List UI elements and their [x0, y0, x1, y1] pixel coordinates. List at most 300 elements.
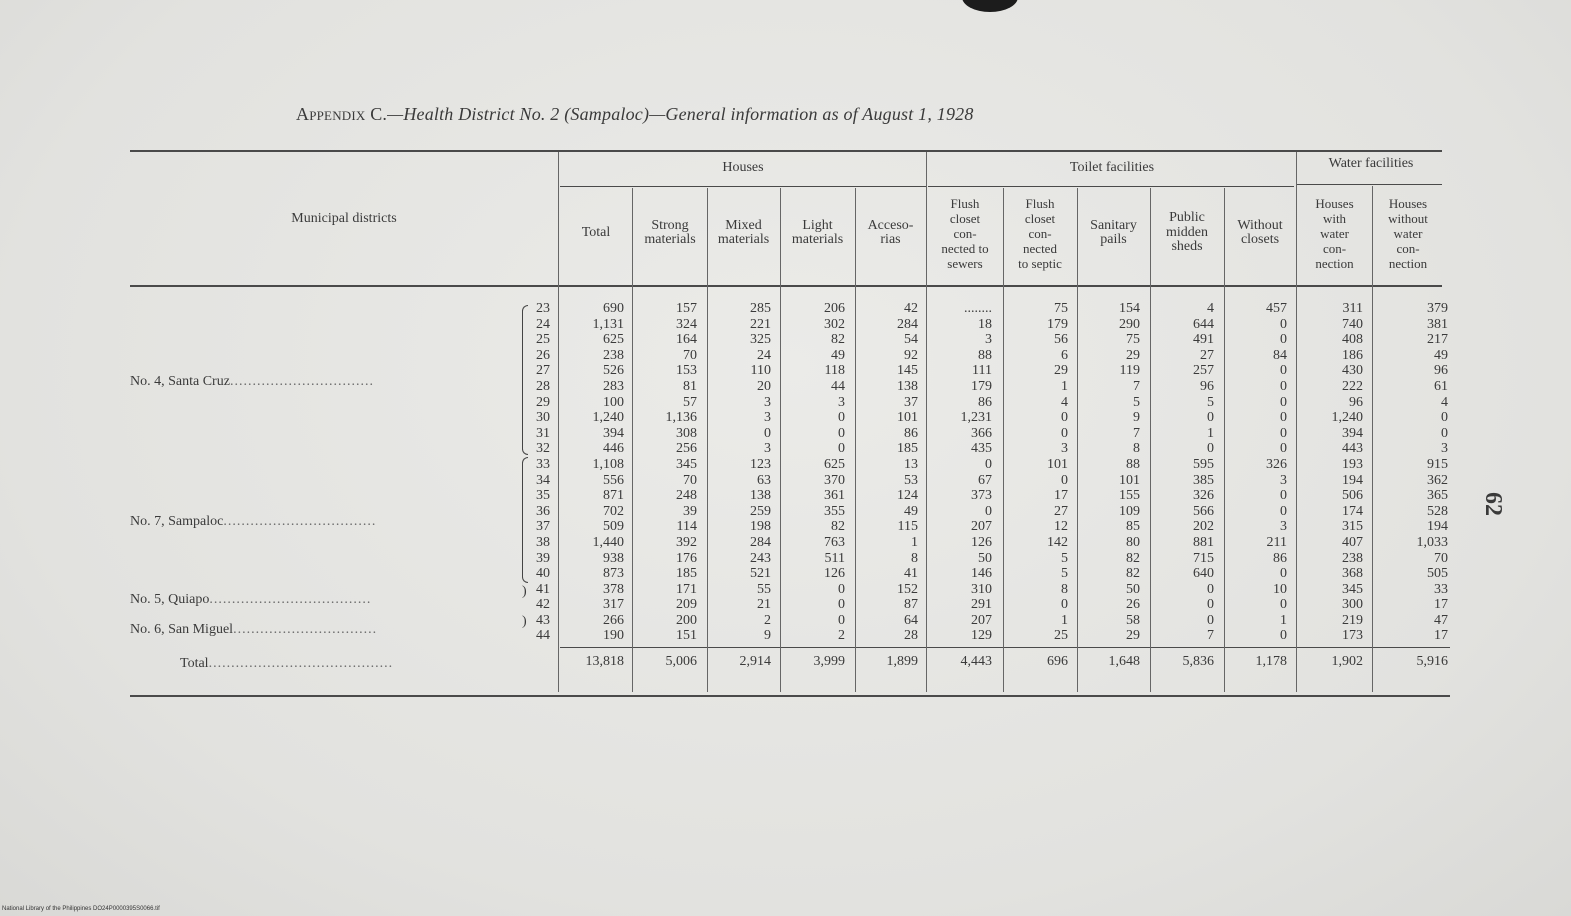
table-cell: 53: [904, 472, 918, 488]
table-cell: 96: [1434, 363, 1448, 379]
table-cell: 119: [1119, 363, 1140, 379]
table-bottom-rule: [130, 695, 1450, 697]
sub-district-number: 36: [536, 503, 550, 519]
table-cell: 29: [1126, 628, 1140, 644]
sub-district-number: 37: [536, 519, 550, 535]
table-cell: 1,240: [592, 410, 624, 426]
table-cell: 311: [1342, 301, 1363, 316]
table-cell: 0: [1061, 410, 1068, 426]
table-cell: 0: [838, 581, 845, 597]
table-cell: 2: [764, 612, 771, 628]
title-rest: —Health District No. 2 (Sampaloc)—General information as of August 1, 1928: [387, 104, 974, 124]
table-cell: 345: [1342, 581, 1363, 597]
table-cell: 145: [897, 363, 918, 379]
table-cell: 7: [1133, 378, 1140, 394]
table-cell: 126: [824, 566, 845, 582]
table-cell: 82: [1126, 550, 1140, 566]
table-cell: 82: [831, 519, 845, 535]
table-cell: 0: [838, 441, 845, 457]
total-cell: 13,818: [585, 654, 624, 669]
table-cell: 881: [1193, 534, 1214, 550]
table-cell: 75: [1126, 332, 1140, 348]
table-cell: 70: [683, 347, 697, 363]
table-cell: 556: [603, 472, 624, 488]
table-cell: 284: [897, 316, 918, 332]
table-cell: 238: [603, 347, 624, 363]
table-cell: 49: [1434, 347, 1448, 363]
table-cell: 70: [1434, 550, 1448, 566]
table-cell: 70: [683, 472, 697, 488]
table-cell: 310: [971, 581, 992, 597]
table-cell: 8: [1061, 581, 1068, 597]
table-cell: 0: [1280, 628, 1287, 644]
table-cell: 0: [985, 456, 992, 472]
table-cell: 0: [1441, 410, 1448, 426]
table-cell: 129: [971, 628, 992, 644]
table-cell: 4: [1061, 394, 1068, 410]
total-cell: 3,999: [813, 654, 845, 669]
table-cell: 528: [1427, 503, 1448, 519]
sub-district-number: 34: [536, 472, 550, 488]
table-cell: 256: [676, 441, 697, 457]
ink-blot: [962, 0, 1018, 12]
table-cell: 86: [1273, 550, 1287, 566]
table-cell: 408: [1342, 332, 1363, 348]
sub-district-number: 23: [536, 301, 550, 316]
table-cell: 0: [1280, 597, 1287, 613]
sub-district-number: 27: [536, 363, 550, 379]
table-cell: 0: [838, 425, 845, 441]
table-cell: 8: [1133, 441, 1140, 457]
table-cell: 61: [1434, 378, 1448, 394]
table-cell: 9: [1133, 410, 1140, 426]
district-label: No. 4, Santa Cruz................................: [130, 374, 374, 389]
table-cell: 5: [1207, 394, 1214, 410]
table-cell: 3: [1441, 441, 1448, 457]
table-cell: 0: [1280, 394, 1287, 410]
toilet-group-header: Toilet facilities: [1069, 160, 1155, 175]
table-cell: 207: [971, 519, 992, 535]
table-cell: 185: [897, 441, 918, 457]
table-cell: 28: [904, 628, 918, 644]
table-cell: 1: [1061, 378, 1068, 394]
table-cell: 521: [750, 566, 771, 582]
table-cell: 0: [1280, 488, 1287, 504]
table-cell: 1: [1280, 612, 1287, 628]
table-cell: 111: [972, 363, 992, 379]
table-cell: 381: [1427, 316, 1448, 332]
table-cell: 17: [1434, 597, 1448, 613]
table-cell: 443: [1342, 441, 1363, 457]
table-cell: 3: [1061, 441, 1068, 457]
table-cell: 88: [1126, 456, 1140, 472]
table-cell: 41: [904, 566, 918, 582]
col-header-flush-sewers: Flush closet con- nected to sewers: [941, 195, 989, 271]
table-cell: 3: [985, 332, 992, 348]
scan-footer: National Library of the Philippines DO24P0000395S0066.tif: [2, 906, 160, 912]
table-cell: 0: [1061, 472, 1068, 488]
table-cell: 114: [676, 519, 697, 535]
table-cell: 0: [1207, 441, 1214, 457]
total-cell: 696: [1047, 654, 1068, 669]
table-cell: 1: [1207, 425, 1214, 441]
table-cell: 0: [1207, 581, 1214, 597]
table-cell: 0: [1280, 503, 1287, 519]
total-cell: 5,916: [1416, 654, 1448, 669]
table-cell: 49: [904, 503, 918, 519]
table-cell: 185: [676, 566, 697, 582]
table-cell: 87: [904, 597, 918, 613]
table-cell: 96: [1200, 378, 1214, 394]
data-column: [1154, 301, 1214, 644]
table-cell: 85: [1126, 519, 1140, 535]
table-cell: 0: [1280, 378, 1287, 394]
table-cell: 0: [1280, 441, 1287, 457]
data-column: [858, 301, 918, 644]
table-cell: 0: [1061, 425, 1068, 441]
table-cell: 190: [603, 628, 624, 644]
table-cell: 3: [1280, 472, 1287, 488]
table-cell: 101: [1047, 456, 1068, 472]
table-cell: 873: [603, 566, 624, 582]
table-cell: 324: [676, 316, 697, 332]
water-group-header: Water facilities: [1328, 156, 1414, 171]
sub-district-number: 38: [536, 534, 550, 550]
col-header-sanitary-pails: Sanitary pails: [1090, 217, 1137, 247]
data-column: [785, 301, 845, 644]
table-cell: 394: [603, 425, 624, 441]
row-label-header: Municipal districts: [291, 211, 397, 226]
col-header-without-closets: Without closets: [1237, 217, 1283, 247]
page-title: [296, 104, 1256, 125]
table-cell: 0: [838, 410, 845, 426]
table-cell: 115: [897, 519, 918, 535]
table-cell: 29: [1054, 363, 1068, 379]
table-cell: 0: [985, 503, 992, 519]
table-cell: 0: [764, 425, 771, 441]
table-top-rule: [130, 150, 1442, 152]
table-cell: 101: [1119, 472, 1140, 488]
col-header-flush-septic: Flush closet con- nected to septic: [1018, 195, 1062, 271]
col-header-mixed-materials: Mixed materials: [717, 217, 770, 247]
table-cell: 80: [1126, 534, 1140, 550]
table-cell: 142: [1047, 534, 1068, 550]
table-cell: 12: [1054, 519, 1068, 535]
col-header-light-materials: Light materials: [791, 217, 844, 247]
table-cell: 198: [750, 519, 771, 535]
table-cell: 326: [1193, 488, 1214, 504]
table-cell: 0: [1280, 332, 1287, 348]
table-cell: 33: [1434, 581, 1448, 597]
table-cell: 29: [1126, 347, 1140, 363]
table-cell: 702: [603, 503, 624, 519]
table-cell: 407: [1342, 534, 1363, 550]
table-cell: 526: [603, 363, 624, 379]
table-cell: 151: [676, 628, 697, 644]
table-cell: 3: [764, 410, 771, 426]
table-cell: 435: [971, 441, 992, 457]
table-cell: ........: [964, 301, 992, 316]
table-cell: 740: [1342, 316, 1363, 332]
data-column: [564, 301, 624, 644]
table-cell: 56: [1054, 332, 1068, 348]
table-cell: 368: [1342, 566, 1363, 582]
sub-district-number: 35: [536, 488, 550, 504]
table-cell: 200: [676, 612, 697, 628]
table-cell: 146: [971, 566, 992, 582]
table-cell: 101: [897, 410, 918, 426]
table-cell: 206: [824, 301, 845, 316]
table-cell: 365: [1427, 488, 1448, 504]
sub-district-number: 30: [536, 410, 550, 426]
table-cell: 0: [1441, 425, 1448, 441]
table-cell: 44: [831, 378, 845, 394]
sub-district-number: 28: [536, 378, 550, 394]
table-cell: 3: [764, 394, 771, 410]
table-cell: 154: [1119, 301, 1140, 316]
table-cell: 763: [824, 534, 845, 550]
table-cell: 27: [1200, 347, 1214, 363]
table-cell: 238: [1342, 550, 1363, 566]
data-column: [1008, 301, 1068, 644]
table-cell: 284: [750, 534, 771, 550]
table-cell: 92: [904, 347, 918, 363]
table-cell: 370: [824, 472, 845, 488]
table-cell: 1,108: [592, 456, 624, 472]
col-header-public-midden-sheds: Public midden sheds: [1166, 210, 1208, 255]
total-top-rule: [560, 647, 1450, 648]
table-cell: 0: [1207, 597, 1214, 613]
table-cell: 511: [824, 550, 845, 566]
sub-district-number: 25: [536, 332, 550, 348]
table-cell: 193: [1342, 456, 1363, 472]
table-cell: 222: [1342, 378, 1363, 394]
sub-district-number: 39: [536, 550, 550, 566]
table-cell: 86: [978, 394, 992, 410]
table-cell: 84: [1273, 347, 1287, 363]
table-cell: 0: [1207, 410, 1214, 426]
table-cell: 361: [824, 488, 845, 504]
table-cell: 0: [1207, 612, 1214, 628]
table-cell: 938: [603, 550, 624, 566]
table-cell: 0: [1280, 425, 1287, 441]
table-cell: 1,033: [1416, 534, 1448, 550]
district-label: No. 7, Sampaloc..................................: [130, 514, 377, 529]
table-cell: 20: [757, 378, 771, 394]
sub-district-number: 26: [536, 347, 550, 363]
col-header-total: Total: [581, 224, 611, 240]
table-cell: 209: [676, 597, 697, 613]
table-cell: 505: [1427, 566, 1448, 582]
table-cell: 186: [1342, 347, 1363, 363]
table-cell: 378: [603, 581, 624, 597]
table-cell: 9: [764, 628, 771, 644]
table-cell: 266: [603, 612, 624, 628]
total-cell: 1,178: [1255, 654, 1287, 669]
table-cell: 138: [750, 488, 771, 504]
table-cell: 1,240: [1331, 410, 1363, 426]
table-cell: 217: [1427, 332, 1448, 348]
table-cell: 7: [1207, 628, 1214, 644]
water-group-rule: [1296, 184, 1442, 185]
sub-district-number: 44: [536, 628, 550, 644]
total-cell: 4,443: [960, 654, 992, 669]
total-cell: 5,836: [1182, 654, 1214, 669]
col-divider: [558, 152, 559, 692]
table-cell: 4: [1207, 301, 1214, 316]
table-cell: 157: [676, 301, 697, 316]
total-cell: 1,902: [1331, 654, 1363, 669]
table-cell: 221: [750, 316, 771, 332]
total-cell: 1,648: [1108, 654, 1140, 669]
table-cell: 595: [1193, 456, 1214, 472]
table-cell: 123: [750, 456, 771, 472]
table-cell: 173: [1342, 628, 1363, 644]
table-cell: 126: [971, 534, 992, 550]
table-cell: 291: [971, 597, 992, 613]
table-cell: 164: [676, 332, 697, 348]
table-cell: 17: [1054, 488, 1068, 504]
table-cell: 871: [603, 488, 624, 504]
table-cell: 385: [1193, 472, 1214, 488]
table-cell: 259: [750, 503, 771, 519]
table-cell: 1,131: [592, 316, 624, 332]
sub-district-number: 40: [536, 566, 550, 582]
table-cell: 64: [904, 612, 918, 628]
table-cell: 290: [1119, 316, 1140, 332]
table-cell: 75: [1054, 301, 1068, 316]
table-cell: 194: [1342, 472, 1363, 488]
table-cell: 8: [911, 550, 918, 566]
houses-group-rule: [560, 186, 926, 187]
data-column: [1080, 301, 1140, 644]
table-cell: 446: [603, 441, 624, 457]
table-cell: 3: [1280, 519, 1287, 535]
data-column: [711, 301, 771, 644]
table-cell: 155: [1119, 488, 1140, 504]
table-cell: 715: [1193, 550, 1214, 566]
district-label: No. 5, Quiapo....................................: [130, 592, 372, 607]
table-cell: 394: [1342, 425, 1363, 441]
table-cell: 138: [897, 378, 918, 394]
table-cell: 317: [603, 597, 624, 613]
table-cell: 179: [1047, 316, 1068, 332]
table-cell: 345: [676, 456, 697, 472]
table-cell: 6: [1061, 347, 1068, 363]
table-cell: 509: [603, 519, 624, 535]
table-cell: 96: [1349, 394, 1363, 410]
table-cell: 506: [1342, 488, 1363, 504]
table-cell: 690: [603, 301, 624, 316]
table-cell: 430: [1342, 363, 1363, 379]
table-cell: 37: [904, 394, 918, 410]
table-cell: 457: [1266, 301, 1287, 316]
table-cell: 118: [824, 363, 845, 379]
table-cell: 124: [897, 488, 918, 504]
col-header-accesorias: Acceso- rias: [867, 217, 914, 247]
table-cell: 315: [1342, 519, 1363, 535]
table-cell: 366: [971, 425, 992, 441]
table-cell: 3: [838, 394, 845, 410]
table-cell: 5: [1061, 566, 1068, 582]
total-cell: 2,914: [739, 654, 771, 669]
table-cell: 0: [1280, 363, 1287, 379]
table-cell: 86: [904, 425, 918, 441]
data-column: [1303, 301, 1363, 644]
table-cell: 325: [750, 332, 771, 348]
data-column: [637, 301, 697, 644]
table-cell: 50: [978, 550, 992, 566]
table-cell: 176: [676, 550, 697, 566]
district-label: No. 6, San Miguel................................: [130, 622, 378, 637]
table-cell: 2: [838, 628, 845, 644]
sub-district-column: [520, 301, 550, 644]
sub-district-number: 42: [536, 597, 550, 613]
table-cell: 219: [1342, 612, 1363, 628]
table-cell: 211: [1266, 534, 1287, 550]
sub-district-number: 33: [536, 456, 550, 472]
sub-district-number: 29: [536, 394, 550, 410]
table-cell: 171: [676, 581, 697, 597]
table-cell: 27: [1054, 503, 1068, 519]
title-lead: Appendix C.: [296, 104, 388, 124]
total-row-label: Total.........................................: [180, 656, 394, 671]
table-cell: 17: [1434, 628, 1448, 644]
brace-quiapo: ): [522, 584, 527, 599]
col-header-strong-materials: Strong materials: [644, 217, 696, 247]
table-cell: 25: [1054, 628, 1068, 644]
table-cell: 1,440: [592, 534, 624, 550]
table-cell: 308: [676, 425, 697, 441]
table-cell: 283: [603, 378, 624, 394]
table-cell: 42: [904, 301, 918, 316]
table-cell: 326: [1266, 456, 1287, 472]
houses-group-header: Houses: [722, 160, 764, 175]
table-cell: 174: [1342, 503, 1363, 519]
table-cell: 67: [978, 472, 992, 488]
table-cell: 7: [1133, 425, 1140, 441]
table-cell: 243: [750, 550, 771, 566]
table-cell: 373: [971, 488, 992, 504]
table-cell: 362: [1427, 472, 1448, 488]
sub-district-number: 24: [536, 316, 550, 332]
table-cell: 49: [831, 347, 845, 363]
table-cell: 0: [1061, 597, 1068, 613]
data-column: [1227, 301, 1287, 644]
table-cell: 566: [1193, 503, 1214, 519]
sub-district-number: 41: [536, 581, 550, 597]
table-cell: 153: [676, 363, 697, 379]
table-cell: 58: [1126, 612, 1140, 628]
table-cell: 207: [971, 612, 992, 628]
page-number: 62: [1480, 492, 1506, 516]
table-cell: 194: [1427, 519, 1448, 535]
table-cell: 0: [1280, 410, 1287, 426]
table-cell: 109: [1119, 503, 1140, 519]
table-cell: 285: [750, 301, 771, 316]
table-cell: 81: [683, 378, 697, 394]
table-cell: 379: [1427, 301, 1448, 316]
table-cell: 1,231: [960, 410, 992, 426]
table-cell: 21: [757, 597, 771, 613]
table-cell: 625: [603, 332, 624, 348]
table-cell: 3: [764, 441, 771, 457]
table-cell: 248: [676, 488, 697, 504]
data-column: [1388, 301, 1448, 644]
sub-district-number: 43: [536, 612, 550, 628]
total-cell: 1,899: [886, 654, 918, 669]
table-cell: 82: [1126, 566, 1140, 582]
